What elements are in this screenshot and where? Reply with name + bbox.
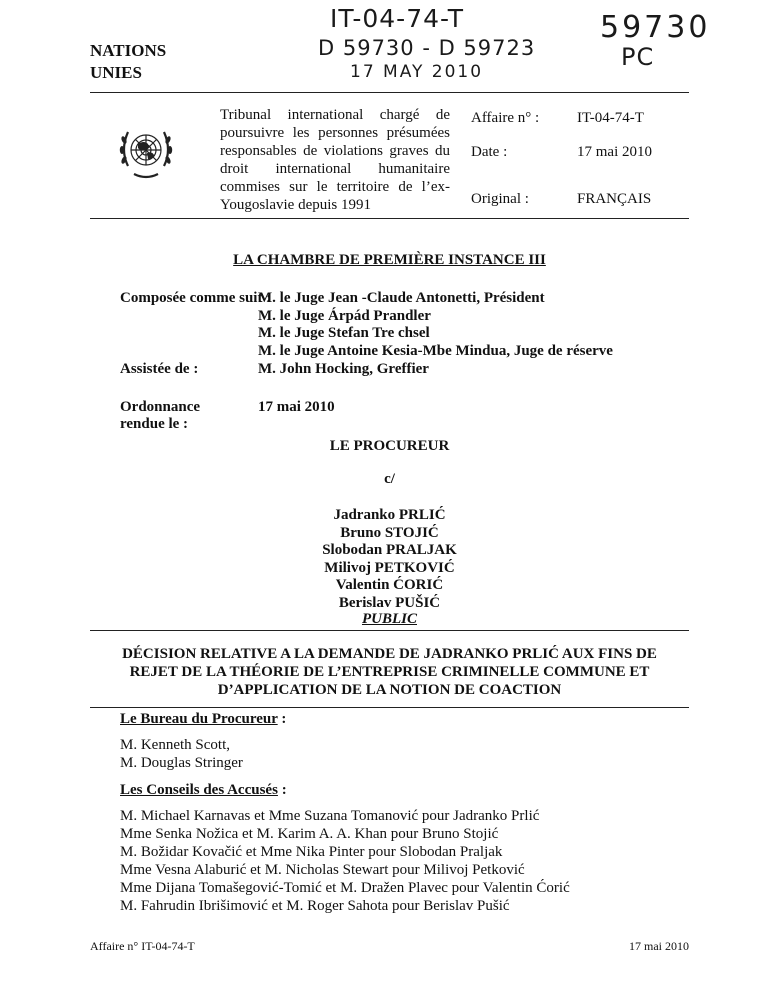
handwritten-page-number: 59730 [600,10,711,45]
chamber-heading: LA CHAMBRE DE PREMIÈRE INSTANCE III [233,252,546,268]
registrar-entry: M. John Hocking, Greffier [258,360,429,377]
defence-member: Mme Vesna Alaburić et M. Nicholas Stewart pour Milivoj Petković [120,862,525,878]
prosecution-members [120,736,243,772]
date-value: 17 mai 2010 [577,144,652,160]
defence-member: Mme Dijana Tomašegović-Tomić et M. Dražen Plavec pour Valentin Ćorić [120,880,570,896]
org-line1: NATIONS [90,41,167,60]
defence-heading [120,782,287,799]
order-label-line2: rendue le : [120,416,189,432]
defence-member: Mme Senka Nožica et M. Karim A. A. Khan pour Bruno Stojić [120,826,499,842]
prosecution-heading-colon: : [277,711,287,727]
original-value: FRANÇAIS [577,191,652,207]
prosecution-heading [120,711,286,728]
decision-title-line1: DÉCISION RELATIVE A LA DEMANDE DE JADRANKO PRLIĆ AUX FINS DE [122,646,657,662]
judge-entry: M. le Juge Stefan Tre chsel [258,325,430,342]
accused-name: Valentin ĆORIĆ [335,577,444,593]
handwritten-initials: PC [621,43,655,71]
order-label [120,399,200,433]
judges-list [258,290,613,379]
decision-title [110,645,669,699]
judge-entry: M. le Juge Jean -Claude Antonetti, Président [258,290,545,306]
original-label: Original : [471,191,529,207]
composition-label: Composée comme suit : [120,290,272,306]
decision-title-line2: REJET DE LA THÉORIE DE L’ENTREPRISE CRIMINELLE COMMUNE ET [129,664,650,680]
judge-entry: M. le Juge Árpád Prandler [258,307,431,324]
defence-member: M. Božidar Kovačić et Mme Nika Pinter pour Slobodan Praljak [120,844,503,860]
tribunal-description: Tribunal international chargé de poursuivre les personnes présumées responsables de violations graves du droit international humanitaire commises sur le territoire de l’ex-Yougoslavie depuis 1991 [220,107,450,213]
classification-public: PUBLIC [361,611,417,627]
org-line2: UNIES [90,63,142,82]
public-rule [90,630,689,631]
prosecutor-heading: LE PROCUREUR [329,438,450,454]
judge-entry: M. le Juge Antoine Kesia-Mbe Mindua, Juge de réserve [258,343,613,360]
defence-members [120,807,570,915]
assisted-label: Assistée de : [120,361,199,377]
order-date: 17 mai 2010 [258,399,335,415]
case-number-label: Affaire n° : [471,110,540,126]
org-name [90,40,166,84]
header-bottom-rule [90,218,689,219]
prosecution-member: M. Douglas Stringer [120,755,243,771]
decision-title-line3: D’APPLICATION DE LA NOTION DE COACTION [217,682,562,698]
case-number-value: IT-04-74-T [577,110,644,126]
accused-name: Berislav PUŠIĆ [338,594,441,611]
prosecution-heading-text: Le Bureau du Procureur [120,711,278,727]
defence-member: M. Michael Karnavas et Mme Suzana Tomanović pour Jadranko Prlić [120,808,540,824]
footer-date: 17 mai 2010 [629,939,689,953]
accused-name: Milivoj PETKOVIĆ [324,559,455,576]
accused-name: Jadranko PRLIĆ [333,507,446,523]
accused-name: Slobodan PRALJAK [322,542,457,558]
defence-heading-text: Les Conseils des Accusés [120,782,278,798]
accused-name: Bruno STOJIĆ [340,524,439,541]
un-emblem-icon [114,120,178,184]
prosecution-member: M. Kenneth Scott, [120,737,230,753]
handwritten-page-range: D 59730 - D 59723 [318,36,536,60]
title-rule [90,707,689,708]
footer-case: Affaire n° IT-04-74-T [90,939,195,953]
defence-member: M. Fahrudin Ibrišimović et M. Roger Sahota pour Berislav Pušić [120,898,510,914]
defence-heading-colon: : [277,782,287,798]
handwritten-date: 17 MAY 2010 [350,62,484,82]
handwritten-case-ref: IT-04-74-T [330,4,465,33]
header-top-rule [90,92,689,93]
order-label-line1: Ordonnance [120,399,201,415]
date-label: Date : [471,144,508,160]
accused-list [90,507,689,612]
versus-label: c/ [384,471,395,487]
